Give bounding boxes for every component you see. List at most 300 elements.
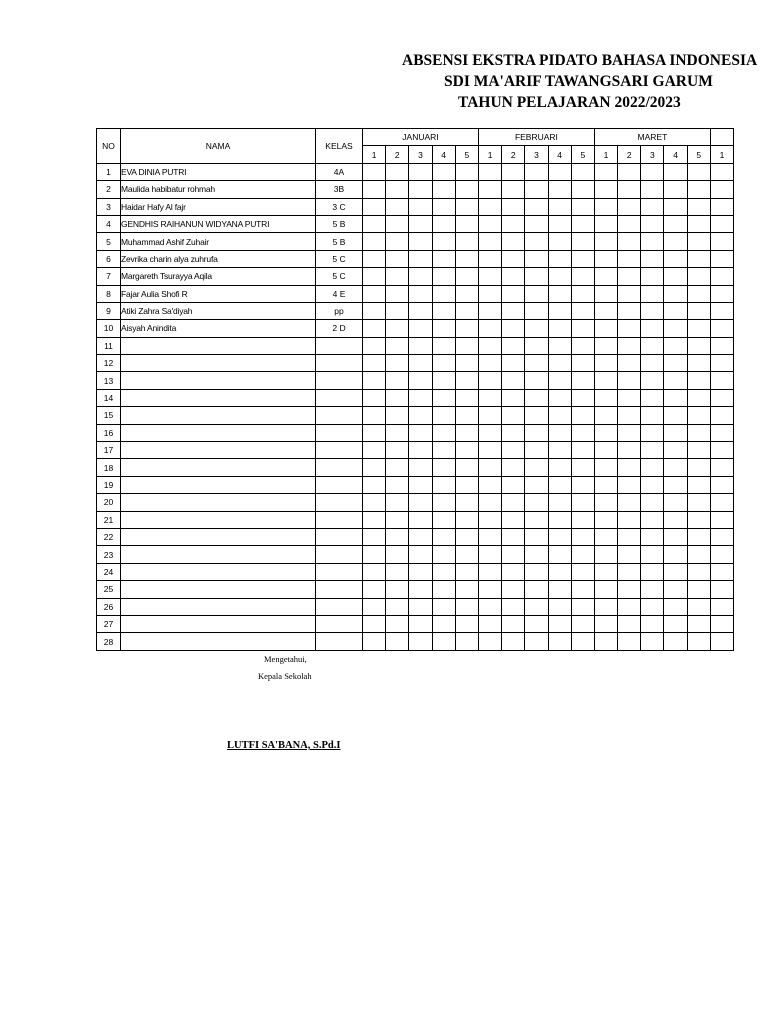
student-name <box>121 633 316 650</box>
attendance-cell <box>687 494 710 511</box>
attendance-cell <box>571 494 594 511</box>
student-name: Margareth Tsurayya Aqila <box>121 268 316 285</box>
attendance-cell <box>571 389 594 406</box>
attendance-cell <box>618 633 641 650</box>
attendance-cell <box>710 268 733 285</box>
attendance-cell <box>664 633 687 650</box>
attendance-cell <box>455 563 478 580</box>
attendance-cell <box>525 250 548 267</box>
attendance-cell <box>386 268 409 285</box>
student-name: Atiki Zahra Sa'diyah <box>121 302 316 319</box>
table-row <box>97 250 734 267</box>
attendance-cell <box>710 424 733 441</box>
student-name <box>121 476 316 493</box>
attendance-cell <box>409 215 432 232</box>
attendance-cell <box>618 163 641 180</box>
row-number: 23 <box>97 546 121 563</box>
student-name <box>121 459 316 476</box>
attendance-cell <box>710 563 733 580</box>
row-number: 11 <box>97 337 121 354</box>
attendance-cell <box>525 268 548 285</box>
attendance-cell <box>571 233 594 250</box>
attendance-cell <box>386 459 409 476</box>
row-number: 25 <box>97 581 121 598</box>
attendance-cell <box>478 233 501 250</box>
attendance-cell <box>409 355 432 372</box>
attendance-cell <box>525 285 548 302</box>
attendance-cell <box>525 389 548 406</box>
header-day: 4 <box>664 146 687 163</box>
attendance-cell <box>525 424 548 441</box>
header-day: 2 <box>386 146 409 163</box>
table-row <box>97 407 734 424</box>
attendance-cell <box>571 302 594 319</box>
attendance-cell <box>687 528 710 545</box>
table-row <box>97 424 734 441</box>
attendance-cell <box>641 615 664 632</box>
attendance-cell <box>710 615 733 632</box>
attendance-cell <box>363 198 386 215</box>
attendance-cell <box>409 598 432 615</box>
attendance-cell <box>363 389 386 406</box>
attendance-cell <box>363 511 386 528</box>
row-number: 16 <box>97 424 121 441</box>
table-row <box>97 389 734 406</box>
attendance-cell <box>618 389 641 406</box>
header-day: 1 <box>710 146 733 163</box>
attendance-cell <box>594 442 617 459</box>
table-row <box>97 511 734 528</box>
attendance-cell <box>571 337 594 354</box>
attendance-cell <box>710 598 733 615</box>
attendance-cell <box>548 598 571 615</box>
student-class <box>316 581 363 598</box>
attendance-cell <box>594 528 617 545</box>
attendance-cell <box>455 494 478 511</box>
attendance-cell <box>664 163 687 180</box>
student-class <box>316 598 363 615</box>
student-name <box>121 563 316 580</box>
attendance-cell <box>571 633 594 650</box>
attendance-cell <box>502 511 525 528</box>
signature-name: LUTFI SA'BANA, S.Pd.I <box>227 740 341 751</box>
attendance-cell <box>687 615 710 632</box>
attendance-cell <box>618 302 641 319</box>
attendance-cell <box>710 407 733 424</box>
attendance-cell <box>641 511 664 528</box>
attendance-cell <box>432 546 455 563</box>
attendance-cell <box>478 633 501 650</box>
attendance-cell <box>664 424 687 441</box>
table-row <box>97 302 734 319</box>
attendance-cell <box>594 302 617 319</box>
student-name: EVA DINIA PUTRI <box>121 163 316 180</box>
attendance-cell <box>386 511 409 528</box>
row-number: 4 <box>97 215 121 232</box>
attendance-cell <box>664 215 687 232</box>
attendance-cell <box>618 250 641 267</box>
attendance-cell <box>641 563 664 580</box>
attendance-cell <box>432 302 455 319</box>
attendance-cell <box>618 285 641 302</box>
attendance-cell <box>478 407 501 424</box>
student-name <box>121 598 316 615</box>
attendance-cell <box>664 615 687 632</box>
attendance-cell <box>548 372 571 389</box>
attendance-cell <box>455 511 478 528</box>
attendance-cell <box>664 268 687 285</box>
attendance-cell <box>594 198 617 215</box>
attendance-cell <box>525 407 548 424</box>
attendance-cell <box>409 442 432 459</box>
attendance-cell <box>455 268 478 285</box>
attendance-cell <box>478 581 501 598</box>
attendance-cell <box>386 163 409 180</box>
attendance-cell <box>641 302 664 319</box>
attendance-cell <box>687 250 710 267</box>
attendance-cell <box>455 615 478 632</box>
attendance-cell <box>664 528 687 545</box>
attendance-cell <box>455 581 478 598</box>
attendance-cell <box>548 337 571 354</box>
attendance-cell <box>571 459 594 476</box>
attendance-cell <box>641 250 664 267</box>
attendance-cell <box>641 355 664 372</box>
student-class <box>316 494 363 511</box>
attendance-cell <box>409 615 432 632</box>
attendance-cell <box>455 320 478 337</box>
student-class <box>316 633 363 650</box>
student-class: 5 B <box>316 233 363 250</box>
attendance-cell <box>710 494 733 511</box>
attendance-cell <box>478 285 501 302</box>
attendance-cell <box>363 302 386 319</box>
student-name: Haidar Hafy Al fajr <box>121 198 316 215</box>
attendance-cell <box>594 598 617 615</box>
table-row <box>97 337 734 354</box>
attendance-cell <box>432 268 455 285</box>
attendance-cell <box>594 250 617 267</box>
attendance-cell <box>386 407 409 424</box>
attendance-cell <box>455 215 478 232</box>
header-day: 3 <box>409 146 432 163</box>
attendance-cell <box>548 302 571 319</box>
attendance-cell <box>664 337 687 354</box>
attendance-cell <box>710 546 733 563</box>
attendance-cell <box>664 511 687 528</box>
attendance-cell <box>432 563 455 580</box>
attendance-cell <box>478 459 501 476</box>
attendance-cell <box>641 215 664 232</box>
attendance-cell <box>618 372 641 389</box>
attendance-cell <box>618 198 641 215</box>
attendance-cell <box>710 285 733 302</box>
attendance-cell <box>502 198 525 215</box>
attendance-cell <box>618 494 641 511</box>
student-class <box>316 459 363 476</box>
attendance-cell <box>432 181 455 198</box>
attendance-cell <box>478 163 501 180</box>
attendance-cell <box>710 633 733 650</box>
attendance-cell <box>363 355 386 372</box>
header-day: 1 <box>478 146 501 163</box>
attendance-cell <box>687 337 710 354</box>
attendance-cell <box>363 459 386 476</box>
attendance-cell <box>455 337 478 354</box>
attendance-cell <box>548 511 571 528</box>
attendance-cell <box>525 163 548 180</box>
attendance-cell <box>687 233 710 250</box>
attendance-cell <box>594 233 617 250</box>
attendance-cell <box>594 163 617 180</box>
attendance-cell <box>386 494 409 511</box>
attendance-cell <box>386 320 409 337</box>
header-day: 5 <box>687 146 710 163</box>
attendance-cell <box>525 494 548 511</box>
attendance-cell <box>548 442 571 459</box>
attendance-cell <box>548 355 571 372</box>
attendance-cell <box>525 633 548 650</box>
attendance-cell <box>363 494 386 511</box>
attendance-cell <box>641 268 664 285</box>
attendance-cell <box>664 250 687 267</box>
signature-role: Kepala Sekolah <box>258 671 312 681</box>
attendance-cell <box>687 598 710 615</box>
attendance-cell <box>710 250 733 267</box>
attendance-cell <box>478 215 501 232</box>
attendance-cell <box>502 494 525 511</box>
attendance-cell <box>502 268 525 285</box>
row-number: 10 <box>97 320 121 337</box>
attendance-cell <box>502 285 525 302</box>
attendance-cell <box>386 372 409 389</box>
student-class: 3 C <box>316 198 363 215</box>
attendance-cell <box>455 163 478 180</box>
row-number: 14 <box>97 389 121 406</box>
table-row <box>97 598 734 615</box>
attendance-cell <box>641 163 664 180</box>
row-number: 13 <box>97 372 121 389</box>
attendance-cell <box>594 511 617 528</box>
attendance-cell <box>409 250 432 267</box>
attendance-cell <box>478 181 501 198</box>
attendance-cell <box>710 215 733 232</box>
attendance-cell <box>687 320 710 337</box>
attendance-cell <box>618 424 641 441</box>
attendance-cell <box>478 598 501 615</box>
attendance-cell <box>502 302 525 319</box>
attendance-cell <box>548 615 571 632</box>
header-month: MARET <box>594 129 710 146</box>
attendance-cell <box>455 546 478 563</box>
attendance-cell <box>478 442 501 459</box>
attendance-cell <box>571 563 594 580</box>
table-row <box>97 476 734 493</box>
attendance-cell <box>386 581 409 598</box>
row-number: 19 <box>97 476 121 493</box>
table-row <box>97 163 734 180</box>
attendance-cell <box>432 581 455 598</box>
attendance-cell <box>432 528 455 545</box>
attendance-cell <box>664 494 687 511</box>
attendance-cell <box>594 372 617 389</box>
attendance-cell <box>525 528 548 545</box>
attendance-cell <box>710 511 733 528</box>
student-class: 4A <box>316 163 363 180</box>
student-name <box>121 337 316 354</box>
attendance-cell <box>548 250 571 267</box>
attendance-cell <box>502 355 525 372</box>
row-number: 22 <box>97 528 121 545</box>
header-day: 2 <box>502 146 525 163</box>
attendance-cell <box>641 320 664 337</box>
row-number: 5 <box>97 233 121 250</box>
student-class: 5 C <box>316 250 363 267</box>
attendance-cell <box>594 476 617 493</box>
attendance-cell <box>478 528 501 545</box>
attendance-cell <box>594 633 617 650</box>
attendance-cell <box>571 355 594 372</box>
attendance-cell <box>710 442 733 459</box>
attendance-cell <box>363 181 386 198</box>
attendance-cell <box>409 163 432 180</box>
attendance-cell <box>618 181 641 198</box>
attendance-cell <box>548 407 571 424</box>
attendance-cell <box>455 459 478 476</box>
attendance-cell <box>710 233 733 250</box>
attendance-cell <box>641 389 664 406</box>
attendance-cell <box>710 459 733 476</box>
attendance-cell <box>409 459 432 476</box>
attendance-cell <box>618 355 641 372</box>
attendance-cell <box>687 163 710 180</box>
document-title <box>380 50 768 113</box>
student-class: 5 C <box>316 268 363 285</box>
attendance-cell <box>618 528 641 545</box>
row-number: 15 <box>97 407 121 424</box>
attendance-cell <box>687 442 710 459</box>
row-number: 12 <box>97 355 121 372</box>
table-row <box>97 615 734 632</box>
student-name <box>121 615 316 632</box>
attendance-cell <box>455 424 478 441</box>
attendance-cell <box>710 355 733 372</box>
attendance-cell <box>571 598 594 615</box>
attendance-cell <box>478 494 501 511</box>
attendance-cell <box>502 442 525 459</box>
attendance-cell <box>525 563 548 580</box>
attendance-cell <box>548 459 571 476</box>
attendance-cell <box>502 581 525 598</box>
attendance-cell <box>386 442 409 459</box>
attendance-cell <box>432 215 455 232</box>
attendance-cell <box>386 598 409 615</box>
attendance-cell <box>687 424 710 441</box>
attendance-cell <box>432 372 455 389</box>
attendance-cell <box>386 215 409 232</box>
attendance-cell <box>432 407 455 424</box>
attendance-cell <box>710 372 733 389</box>
attendance-cell <box>594 563 617 580</box>
attendance-cell <box>687 389 710 406</box>
row-number: 7 <box>97 268 121 285</box>
attendance-cell <box>548 320 571 337</box>
attendance-cell <box>432 633 455 650</box>
attendance-cell <box>710 198 733 215</box>
attendance-cell <box>571 320 594 337</box>
attendance-cell <box>687 181 710 198</box>
student-name <box>121 442 316 459</box>
student-class <box>316 389 363 406</box>
attendance-cell <box>664 198 687 215</box>
student-name: Maulida habibatur rohmah <box>121 181 316 198</box>
attendance-cell <box>432 494 455 511</box>
attendance-cell <box>502 476 525 493</box>
attendance-cell <box>502 320 525 337</box>
attendance-cell <box>386 355 409 372</box>
attendance-cell <box>664 233 687 250</box>
attendance-cell <box>594 355 617 372</box>
signature-acknowledged: Mengetahui, <box>264 654 307 664</box>
attendance-cell <box>548 268 571 285</box>
row-number: 24 <box>97 563 121 580</box>
attendance-cell <box>571 268 594 285</box>
attendance-cell <box>502 546 525 563</box>
attendance-cell <box>409 563 432 580</box>
attendance-cell <box>664 442 687 459</box>
attendance-cell <box>409 494 432 511</box>
header-kelas: KELAS <box>316 129 363 164</box>
attendance-cell <box>571 285 594 302</box>
attendance-cell <box>664 598 687 615</box>
attendance-cell <box>641 372 664 389</box>
attendance-cell <box>571 528 594 545</box>
table-row <box>97 494 734 511</box>
attendance-cell <box>363 598 386 615</box>
attendance-cell <box>455 372 478 389</box>
table-row <box>97 563 734 580</box>
student-name <box>121 407 316 424</box>
attendance-cell <box>502 424 525 441</box>
attendance-cell <box>386 563 409 580</box>
attendance-cell <box>641 598 664 615</box>
row-number: 9 <box>97 302 121 319</box>
attendance-cell <box>571 163 594 180</box>
attendance-cell <box>618 233 641 250</box>
attendance-cell <box>478 424 501 441</box>
attendance-cell <box>618 320 641 337</box>
attendance-cell <box>525 511 548 528</box>
attendance-cell <box>618 268 641 285</box>
attendance-cell <box>409 285 432 302</box>
attendance-cell <box>594 268 617 285</box>
attendance-cell <box>455 598 478 615</box>
attendance-cell <box>363 615 386 632</box>
attendance-cell <box>571 424 594 441</box>
attendance-cell <box>664 459 687 476</box>
header-day: 4 <box>548 146 571 163</box>
attendance-cell <box>687 198 710 215</box>
student-name <box>121 424 316 441</box>
attendance-cell <box>525 581 548 598</box>
attendance-cell <box>386 337 409 354</box>
attendance-sheet <box>96 128 768 651</box>
attendance-cell <box>641 581 664 598</box>
header-day: 4 <box>432 146 455 163</box>
row-number: 8 <box>97 285 121 302</box>
attendance-cell <box>525 546 548 563</box>
student-class: 2 D <box>316 320 363 337</box>
